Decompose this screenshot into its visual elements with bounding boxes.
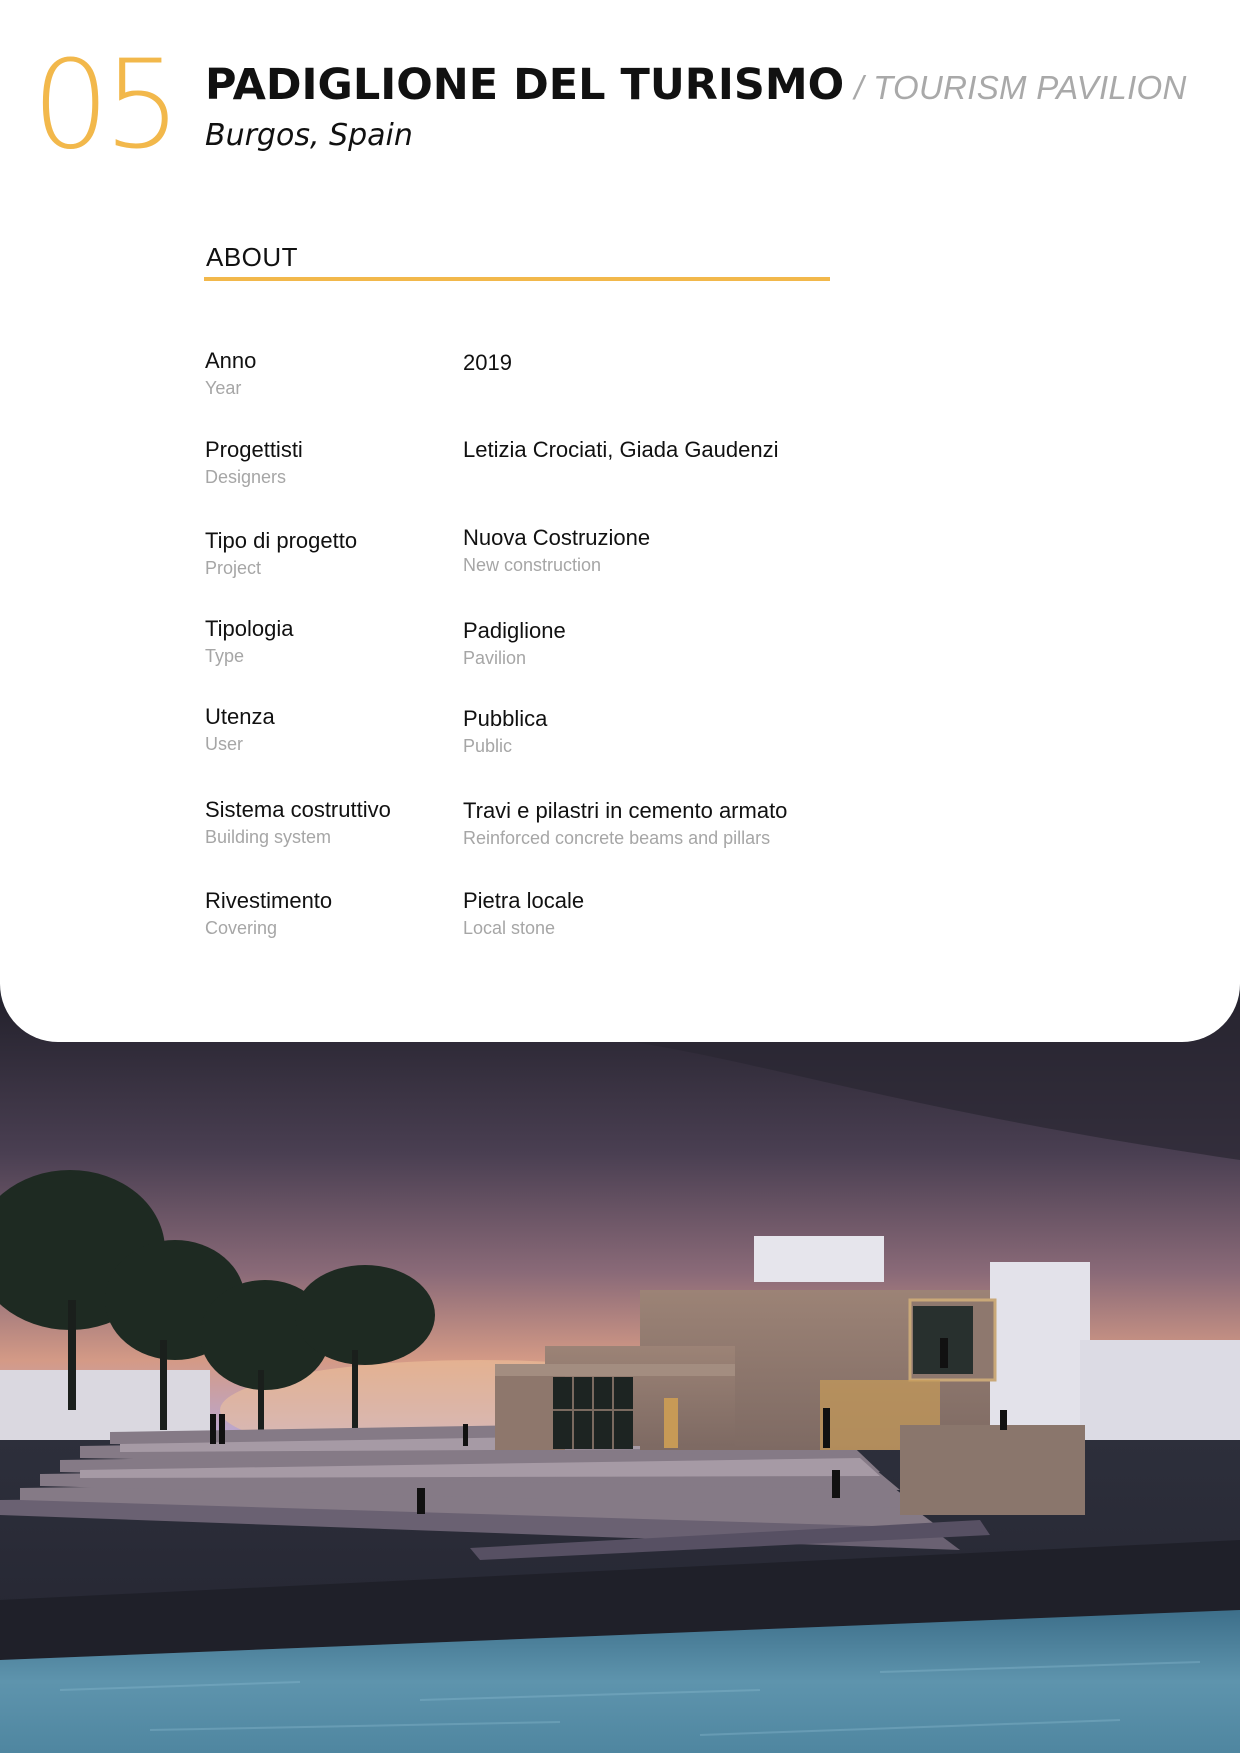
row-value-type: Padiglione bbox=[463, 618, 566, 643]
row-value-user: Pubblica bbox=[463, 706, 548, 731]
project-title-it: PADIGLIONE DEL TURISMO bbox=[205, 60, 845, 110]
row-label-tipo-progetto: Tipo di progetto bbox=[205, 528, 358, 553]
row-label-en-building-system: Building system bbox=[205, 827, 332, 847]
row-label-en-type: Type bbox=[205, 646, 245, 666]
row-label-en-designers: Designers bbox=[205, 467, 287, 487]
row-label-progettisti: Progettisti bbox=[205, 437, 303, 462]
row-value-en-covering: Local stone bbox=[463, 918, 556, 938]
row-label-en-project: Project bbox=[205, 558, 262, 578]
about-underline bbox=[204, 277, 830, 281]
row-value-en-building-system: Reinforced concrete beams and pillars bbox=[463, 828, 771, 848]
row-value-en-user: Public bbox=[463, 736, 513, 756]
project-title-en: / TOURISM PAVILION bbox=[854, 69, 1187, 106]
row-label-rivestimento: Rivestimento bbox=[205, 888, 333, 913]
row-label-en-year: Year bbox=[205, 378, 242, 398]
row-value-en-project: New construction bbox=[463, 555, 602, 575]
row-value-covering: Pietra locale bbox=[463, 888, 585, 913]
row-label-anno: Anno bbox=[205, 348, 257, 373]
project-number: 05 bbox=[32, 34, 176, 176]
project-title bbox=[205, 58, 1187, 115]
row-value-project: Nuova Costruzione bbox=[463, 525, 651, 550]
row-value-designers: Letizia Crociati, Giada Gaudenzi bbox=[463, 437, 779, 462]
row-value-building-system: Travi e pilastri in cemento armato bbox=[463, 798, 788, 823]
row-label-utenza: Utenza bbox=[205, 704, 275, 729]
about-heading: ABOUT bbox=[206, 242, 299, 272]
row-label-en-covering: Covering bbox=[205, 918, 278, 938]
row-value-en-type: Pavilion bbox=[463, 648, 527, 668]
row-label-en-user: User bbox=[205, 734, 244, 754]
row-label-tipologia: Tipologia bbox=[205, 616, 294, 641]
row-label-sistema-costruttivo: Sistema costruttivo bbox=[205, 797, 391, 822]
row-value-year: 2019 bbox=[463, 350, 512, 375]
project-location: Burgos, Spain bbox=[205, 118, 413, 153]
